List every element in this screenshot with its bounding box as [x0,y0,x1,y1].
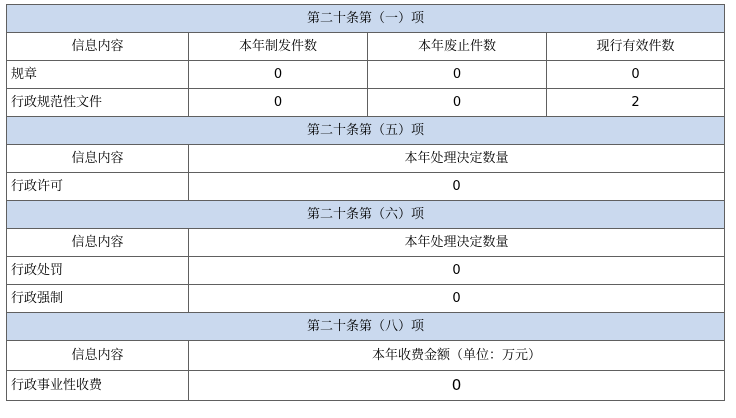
cell-issued: 0 [189,89,368,117]
section-5-header-row [7,117,725,145]
row-label-normative-documents: 行政规范性文件 [7,89,189,117]
table-row [7,257,725,285]
cell-decisions-count: 0 [189,285,725,313]
section-6-column-headers [7,229,725,257]
section-8-header-row [7,313,725,341]
column-header-abolished: 本年废止件数 [368,33,547,61]
cell-in-force: 2 [547,89,725,117]
cell-decisions-count: 0 [189,257,725,285]
cell-decisions-count: 0 [189,173,725,201]
table-row [7,173,725,201]
section-6-header-row [7,201,725,229]
column-header-decisions-count: 本年处理决定数量 [189,145,725,173]
section-6-title: 第二十条第（六）项 [7,201,725,229]
cell-in-force: 0 [547,61,725,89]
cell-fee-amount: 0 [189,371,725,401]
table-row [7,61,725,89]
column-header-info-content: 信息内容 [7,33,189,61]
section-1-header-row [7,5,725,33]
section-1-title: 第二十条第（一）项 [7,5,725,33]
row-label-administrative-penalty: 行政处罚 [7,257,189,285]
row-label-administrative-license: 行政许可 [7,173,189,201]
column-header-issued: 本年制发件数 [189,33,368,61]
row-label-administrative-fees: 行政事业性收费 [7,371,189,401]
cell-issued: 0 [189,61,368,89]
cell-abolished: 0 [368,89,547,117]
section-5-title: 第二十条第（五）项 [7,117,725,145]
table-row [7,285,725,313]
row-label-administrative-enforcement: 行政强制 [7,285,189,313]
section-5-column-headers [7,145,725,173]
table-row [7,371,725,401]
column-header-in-force: 现行有效件数 [547,33,725,61]
section-8-title: 第二十条第（八）项 [7,313,725,341]
cell-abolished: 0 [368,61,547,89]
table-row [7,89,725,117]
column-header-info-content: 信息内容 [7,229,189,257]
column-header-info-content: 信息内容 [7,341,189,371]
section-1-column-headers [7,33,725,61]
row-label-regulations: 规章 [7,61,189,89]
column-header-decisions-count: 本年处理决定数量 [189,229,725,257]
section-8-column-headers [7,341,725,371]
column-header-info-content: 信息内容 [7,145,189,173]
disclosure-table [6,4,725,401]
column-header-fee-amount: 本年收费金额（单位：万元） [189,341,725,371]
